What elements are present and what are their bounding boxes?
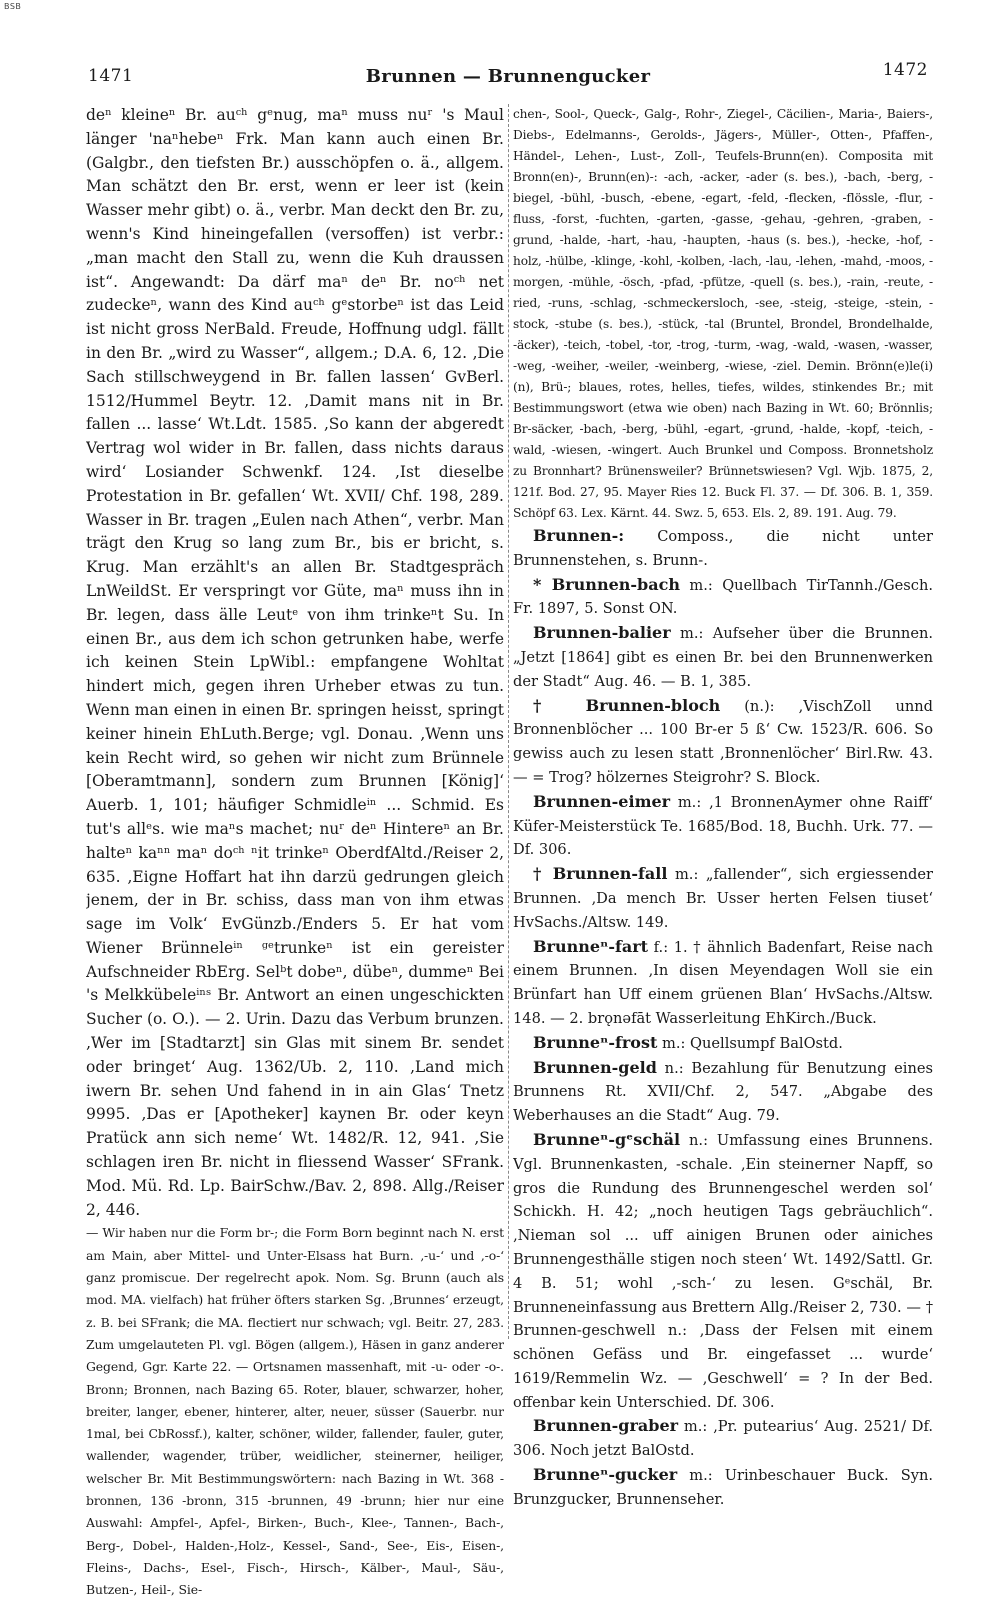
entry-headword: Brunnen-: <box>533 526 625 545</box>
entry-body: m.: Quellbach TirTannh./Gesch. Fr. 1897, 5. Sonst ON. <box>513 576 933 618</box>
entry-body: Composs., die nicht unter Brunnenstehen, s. Brunn-. <box>513 528 933 569</box>
dictionary-entry <box>513 573 933 622</box>
entry-headword: Brunnen-graber <box>533 1416 679 1436</box>
left-main-text: deⁿ kleineⁿ Br. auᶜʰ gᵉnug, maⁿ muss nuʳ 's Maul länger 'naⁿhebeⁿ Frk. Man kann auch einen Br. (Galgbr., den tiefsten Br.) ausschöpfen o. ä., allgem. Man schätzt den Br. erst, wenn er leer ist (kein Wasser mehr gibt) o. ä., verbr. Man deckt den Br. zu, wenn's Kind hineingefallen (versoffen) ist verbr.: „man macht den Stall zu, wenn die Kuh draussen ist“. Angewandt: Da därf maⁿ deⁿ Br. noᶜʰ net zudeckeⁿ, wann des Kind auᶜʰ gᵉstorbeⁿ ist das Leid ist nicht gross NerBald. Freude, Hoffnung udgl. fällt in den Br. „wird zu Wasser“, allgem.; D.A. 6, 12. ‚Die Sach stillschweygend in Br. fallen lassen‘ GvBerl. 1512/Hummel Beytr. 12. ‚Damit mans nit in Br. fallen ... lasse‘ Wt.Ldt. 1585. ‚So kann der abgeredt Vertrag wol wider in Br. fallen, dass nichts daraus wird‘ Losiander Schwenkf. 124. ‚Ist dieselbe Protestation in Br. gefallen‘ Wt. XVII/ Chf. 198, 289. Wasser in Br. tragen „Eulen nach Athen“, verbr. Man trägt den Krug so lang zum Br., bis er bricht, s. Krug. Man erzählt's an allen Br. Stadtgespräch LnWeildSt. Er verspringt vor Güte, maⁿ muss ihn in Br. legen, dass älle Leutᵉ von ihm trinkeⁿt Su. In einen Br., aus dem ich schon getrunken habe, werfe ich keinen Stein LpWibl.: empfangene Wohltat hindert mich, gegen ihren Urheber etwas zu tun. Wenn man einen in einen Br. springen heisst, springt keiner hinein EhLuth.Berge; vgl. Donau. ‚Wenn uns kein Recht wird, so gehen wir nicht zum Brünnele [Oberamtmann], sondern zum Brunnen [König]‘ Auerb. 1, 101; häufiger Schmidleⁱⁿ ... Schmid. Es tut's allᵉs. wie maⁿs machet; nuʳ deⁿ Hintereⁿ an Br. halteⁿ kaⁿⁿ maⁿ doᶜʰ ⁿit trinkeⁿ OberdfAltd./Reiser 2, 635. ‚Eigne Hoffart hat ihn darzü gedrungen gleich jenem, der in Br. schiss, dass man von ihm etwas sage im Volk‘ EvGünzb./Enders 5. Er hat vom Wiener Brünneleⁱⁿ ᵍᵉtrunkeⁿ ist ein gereister Aufschneider RbErg. Selᵇt dobeⁿ, dübeⁿ, dummeⁿ Bei 's Melkkübeleⁱⁿˢ Br. Antwort an einen ungeschickten Sucher (o. O.). — 2. Urin. Dazu das Verbum brunzen. ‚Wer im [Stadtarzt] sin Glas mit sinem Br. sendet oder bringet‘ Aug. 1362/Ub. 2, 110. ‚Land mich iwern Br. sehen Und fahend in in ain Glas‘ Tnetz 9995. ‚Das er [Apotheker] kaynen Br. oder keyn Pratück ann sich neme‘ Wt. 1482/R. 12, 941. ‚Sie schlagen iren Br. nicht in fliessend Wasser‘ SFrank. Mod. Mü. Rd. Lp. BairSchw./Bav. 2, 898. Allg./Reiser 2, 446. <box>86 106 504 1219</box>
dictionary-entry <box>513 524 933 573</box>
entry-body: m.: Urinbeschauer Buck. Syn. Brunzgucker, Brunnenseher. <box>513 1467 933 1508</box>
entry-headword: Brunnen-balier <box>533 623 671 643</box>
entry-body: m.: ‚1 BronnenAymer ohne Raiff‘ Küfer-Meisterstück Te. 1685/Bod. 18, Buchh. Urk. 77. — Df. 306. <box>513 793 933 859</box>
right-page-number: 1472 <box>882 60 928 80</box>
entry-headword: Brunneⁿ-gucker <box>533 1465 678 1485</box>
left-small-notes: — Wir haben nur die Form br-; die Form Born beginnt nach N. erst am Main, aber Mittel- und Unter-Elsass hat Burn. ‚-u-‘ und ‚-o-‘ ganz promiscue. Der regelrecht apok. Nom. Sg. Brunn (auch als mod. MA. vielfach) hat früher öfters starken Sg. ‚Brunnes‘ erzeugt, z. B. bei SFrank; die MA. flectiert nur schwach; vgl. Beitr. 27, 283. Zum umgelauteten Pl. vgl. Bögen (allgem.), Häsen in ganz anderer Gegend, Ggr. Karte 22. — Ortsnamen massenhaft, mit -u- oder -o-. Bronn; Bronnen, nach Bazing 65. Roter, blauer, schwarzer, hoher, breiter, langer, ebener, hinterer, alter, neuer, süsser (Sauerbr. nur 1mal, bei CbRossf.), kalter, schöner, wilder, fallender, fauler, guter, wallender, wagender, trüber, weidlicher, steinerner, heiliger, welscher Br. Mit Bestimmungswörtern: nach Bazing in Wt. 368 -bronnen, 136 -bronn, 315 -brunnen, 49 -brunn; hier nur eine Auswahl: Ampfel-, Apfel-, Birken-, Buch-, Klee-, Tannen-, Bach-, Berg-, Dobel-, Halden-,Holz-, Kessel-, Sand-, See-, Eis-, Eisen-, Fleins-, Dachs-, Esel-, Fisch-, Hirsch-, Kälber-, Maul-, Säu-, Butzen-, Heil-, Sie- <box>86 1225 504 1598</box>
dictionary-entry <box>513 790 933 862</box>
entry-body: m.: Aufseher über die Brunnen. „Jetzt [1864] gibt es einen Br. bei den Brunnenwerken der Stadt“ Aug. 46. — B. 1, 385. <box>513 625 933 690</box>
right-small-notes: chen-, Sool-, Queck-, Galg-, Rohr-, Ziegel-, Cäcilien-, Maria-, Baiers-, Diebs-, Edelmanns-, Gerolds-, Jägers-, Müller-, Otten-, Pfaffen-, Händel-, Lehen-, Lust-, Zoll-, Teufels-Brunn(en). Composita mit Bronn(en)-, Brunn(en)-: -ach, -acker, -ader (s. bes.), -bach, -berg, -biegel, -bühl, -busch, -ebene, -egart, -feld, -flecken, -flössle, -flur, -fluss, -forst, -fuchten, -garten, -gasse, -gehau, -gehren, -graben, -grund, -halde, -hart, -hau, -haupten, -haus (s. bes.), -hecke, -hof, -holz, -hülbe, -klinge, -kohl, -kolben, -lach, -lau, -lehen, -mahd, -moos, -morgen, -mühle, -ösch, -pfad, -pfütze, -quell (s. bes.), -rain, -reute, -ried, -runs, -schlag, -schmeckersloch, -see, -steig, -steige, -stein, -stock, -stube (s. bes.), -stück, -tal (Bruntel, Brondel, Brondelhalde, -äcker), -teich, -tobel, -tor, -trog, -turm, -wag, -wald, -wasen, -wasser, -weg, -weiher, -weiler, -weinberg, -wiese, -ziel. Demin. Brönn(e)le(i)(n), Brü-; blaues, rotes, helles, tiefes, wildes, stinkendes Br.; mit Bestimmungswort (etwa wie oben) nach Bazing in Wt. 60; Brönnlis; Br-säcker, -bach, -berg, -bühl, -egart, -grund, -halde, -kopf, -teich, -wald, -wiesen, -wingert. Auch Brunkel und Composs. Bronnetsholz zu Bronnhart? Brünensweiler? Brünnetswiesen? Vgl. Wjb. 1875, 2, 121f. Bod. 27, 95. Mayer Ries 12. Buck Fl. 37. — Df. 306. B. 1, 359. Schöpf 63. Lex. Kärnt. 44. Swz. 5, 653. Els. 2, 89. 191. Aug. 79. <box>513 107 933 520</box>
dictionary-entry <box>513 1128 933 1415</box>
dictionary-entry <box>513 1414 933 1463</box>
entry-body: m.: Quellsumpf BalOstd. <box>657 1034 843 1052</box>
entry-headword: Brunnen-eimer <box>533 791 671 811</box>
entry-headword: † Brunnen-fall <box>533 864 668 884</box>
entry-headword: Brunneⁿ-fart <box>533 936 649 956</box>
dictionary-entry <box>513 621 933 693</box>
dictionary-entry <box>513 1056 933 1128</box>
entry-body: f.: 1. † ähnlich Badenfart, Reise nach einem Brunnen. ‚In disen Meyendagen Woll sie ein Brünfart han Uff einem grüenen Blan‘ HvSachs./Altsw. 148. — 2. brǫnəfāt Wasserleitung EhKirch./Buck. <box>513 938 933 1027</box>
dictionary-entry <box>513 1463 933 1512</box>
entry-headword: * Brunnen-bach <box>533 574 680 594</box>
right-column <box>513 104 933 1512</box>
entry-headword: Brunnen-geld <box>533 1057 657 1077</box>
left-page-number: 1471 <box>88 66 134 86</box>
entry-list <box>513 524 933 1512</box>
library-stamp: BSB <box>4 2 22 11</box>
entry-body: n.: Umfassung eines Brunnens. Vgl. Brunnenkasten, -schale. ‚Ein steinerner Napff, so gros die Rundung des Brunnengeschel werden sol‘ Schickh. H. 42; „noch heutigen Tags gebräuchlich“. ‚Nieman sol ... uff ainigen Brunen oder ainiches Brunnengesthälle stigen noch steen‘ Wt. 1492/Sattl. Gr. 4 B. 51; wohl ‚-sch-‘ zu lesen. Gᵉschäl, Br. Brunneneinfassung aus Brettern Allg./Reiser 2, 730. — † Brunnen-geschwell n.: ‚Dass der Felsen mit einem schönen Gefäss und Br. eingefasset ... wurde‘ 1619/Remmelin Wz. — ‚Geschwell‘ = ? In der Bed. offenbar kein Unterschied. Df. 306. <box>513 1131 933 1411</box>
entry-body: m.: „fallender“, sich ergiessender Brunnen. ‚Da mench Br. Usser herten Felsen tiuset‘ HvSachs./Altsw. 149. <box>513 866 933 931</box>
page-header <box>88 60 928 90</box>
entry-body: n.: Bezahlung für Benutzung eines Brunnens Rt. XVII/Chf. 2, 547. „Abgabe des Weberhauses an die Stadt“ Aug. 79. <box>513 1059 933 1125</box>
entry-body: m.: ‚Pr. putearius‘ Aug. 2521/ Df. 306. Noch jetzt BalOstd. <box>513 1418 933 1460</box>
running-title: Brunnen — Brunnengucker <box>365 66 651 87</box>
dictionary-entry <box>513 935 933 1031</box>
entry-headword: † Brunnen-bloch <box>533 695 721 715</box>
entry-headword: Brunneⁿ-frost <box>533 1032 658 1052</box>
dictionary-entry <box>513 694 933 790</box>
column-divider <box>508 104 509 1339</box>
entry-headword: Brunneⁿ-gᵉschäl <box>533 1129 681 1149</box>
dictionary-entry <box>513 862 933 934</box>
left-column <box>86 104 504 1602</box>
entry-body: (n.): ‚VischZoll unnd Bronnenblöcher ... 100 Br-er 5 ß‘ Cw. 1523/R. 606. So gewiss auch zu lesen statt ‚Bronnenlöcher‘ Birl.Rw. 43. — = Trog? hölzernes Steigrohr? S. Block. <box>513 697 933 786</box>
dictionary-entry <box>513 1031 933 1056</box>
